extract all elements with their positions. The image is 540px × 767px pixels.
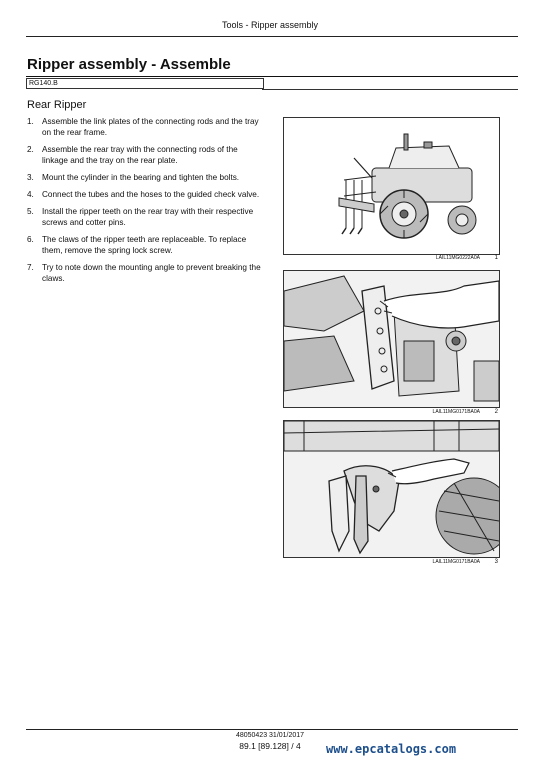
- figure-3-ripper-teeth: [283, 420, 500, 558]
- figure-1-number: 1: [494, 255, 498, 261]
- header-divider: [26, 36, 518, 37]
- procedure-code: RG140.B: [26, 78, 264, 89]
- figure-2-ref: LAIL11MG0171BA0A: [432, 409, 480, 415]
- figure-3-ref: LAIL11MG0171BA0A: [432, 559, 480, 565]
- code-divider: [262, 89, 518, 90]
- step-item: 5. Install the ripper teeth on the rear tray with their respective screws and cotter pins.: [27, 207, 254, 227]
- step-item: 6. The claws of the ripper teeth are replaceable. To replace them, remove the spring lock screw.: [27, 235, 247, 255]
- footer-document-number: 48050423 31/01/2017: [235, 732, 305, 739]
- watermark-text: www.epcatalogs.com: [326, 742, 457, 756]
- step-text: Install the ripper teeth on the rear tray with their respective screws and cotter pins.: [42, 207, 254, 227]
- step-text: Try to note down the mounting angle to prevent breaking the claws.: [42, 263, 261, 283]
- step-text: Connect the tubes and the hoses to the guided check valve.: [42, 190, 260, 199]
- link-plate-illustration: [284, 271, 499, 407]
- footer-page-number: 89.1 [89.128] / 4: [239, 741, 301, 751]
- step-item: 1. Assemble the link plates of the connecting rods and the tray on the rear frame.: [27, 117, 259, 137]
- figure-3-number: 3: [494, 559, 498, 565]
- step-item: 7. Try to note down the mounting angle to prevent breaking the claws.: [27, 263, 261, 283]
- step-item: 3. Mount the cylinder in the bearing and tighten the bolts.: [27, 173, 240, 182]
- ripper-teeth-illustration: [284, 421, 499, 557]
- title-divider: [26, 76, 518, 77]
- figure-1-ref: LAIL11MG0222A0A: [435, 255, 480, 261]
- step-item: 2. Assemble the rear tray with the connecting rods of the linkage and the tray on the rear plate.: [27, 145, 238, 165]
- tractor-illustration: [284, 118, 499, 254]
- header-title: Tools - Ripper assembly: [221, 20, 319, 30]
- figure-1-tractor-ripper: [283, 117, 500, 255]
- step-text: Mount the cylinder in the bearing and tighten the bolts.: [42, 173, 240, 182]
- page-title: Ripper assembly - Assemble: [27, 56, 231, 73]
- footer-divider: [26, 729, 518, 730]
- figure-2-link-plate: [283, 270, 500, 408]
- step-text: Assemble the rear tray with the connecting rods of the linkage and the tray on the rear plate.: [42, 145, 238, 165]
- step-list: [27, 116, 265, 290]
- step-text: Assemble the link plates of the connecting rods and the tray on the rear frame.: [42, 117, 259, 137]
- step-item: 4. Connect the tubes and the hoses to the guided check valve.: [27, 190, 260, 199]
- section-title: Rear Ripper: [27, 99, 87, 111]
- step-text: The claws of the ripper teeth are replaceable. To replace them, remove the spring lock screw.: [42, 235, 247, 255]
- figure-2-number: 2: [494, 409, 498, 415]
